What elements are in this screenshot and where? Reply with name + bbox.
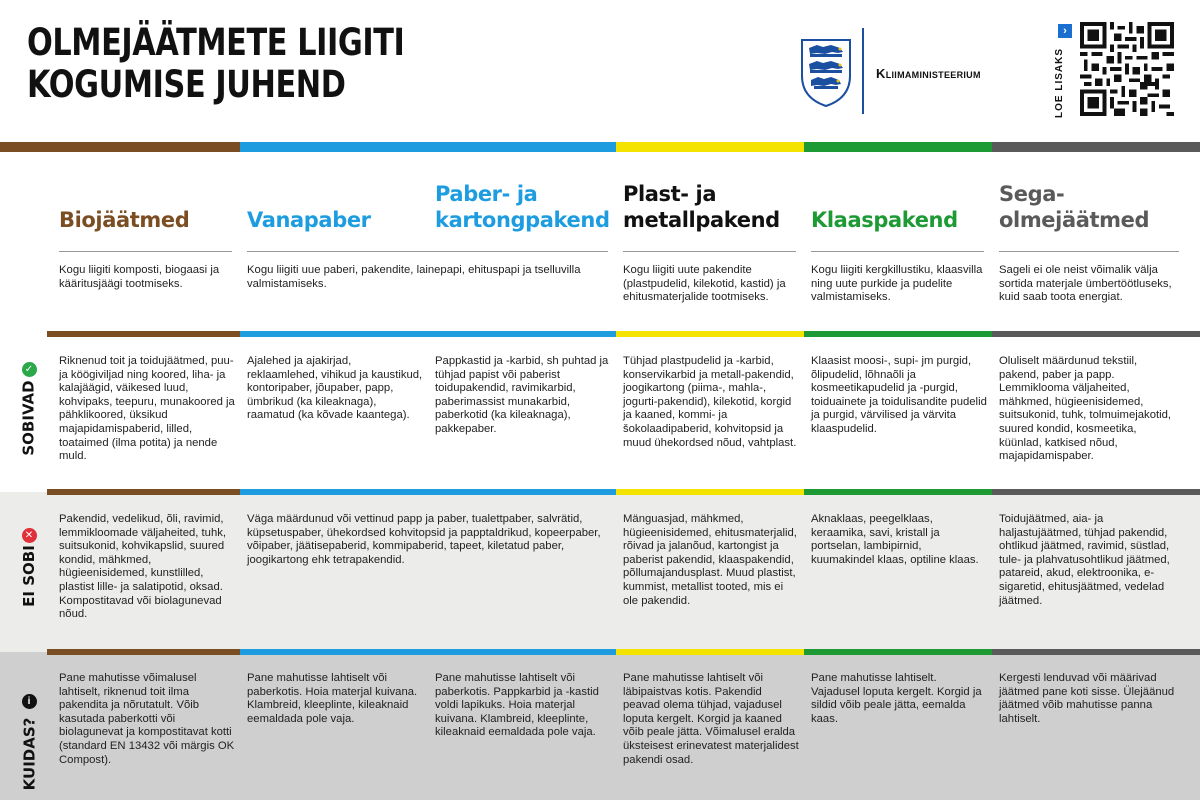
stripe-sobivad-plast xyxy=(616,331,804,337)
coat-of-arms-icon xyxy=(800,38,852,108)
category-title-carton xyxy=(435,181,610,233)
cross-icon: ✕ xyxy=(22,528,37,543)
category-title-mixed-line2: olmejäätmed xyxy=(999,208,1150,232)
top-color-bar-paper xyxy=(240,142,616,152)
title-line-2: KOGUMISE JUHEND xyxy=(27,63,346,106)
stripe-eisobi-mixed xyxy=(992,489,1200,495)
category-title-paper: Vanapaber xyxy=(247,208,371,232)
stripe-eisobi-paper xyxy=(240,489,616,495)
row-label-sobivad xyxy=(9,362,49,462)
stripe-sobivad-glass xyxy=(804,331,992,337)
logo-divider xyxy=(862,28,864,114)
desc-bio: Kogu liigiti komposti, biogaasi ja kääritusjäägi tootmiseks. xyxy=(59,264,220,290)
top-color-bar-bio xyxy=(0,142,240,152)
desc-plast: Kogu liigiti uute pakendite (plastpudelid, kilekotid, kastid) ja ehitusmaterjalide tootmiseks. xyxy=(623,264,786,304)
kuidas-paper: Pane mahutisse lahtiselt või paberkotis. Hoia materjal kuivana. Klambreid, kleeplinte, kileaknaid eemaldada pole vaja. xyxy=(247,672,418,725)
ei-sobi-paper: Väga määrdunud või vettinud papp ja paber, tualettpaber, salvrätid, küpsetuspaber, ühekordsed kohvitopsid ja papptaldrikud, kopeerpaber, võipaber, jäätisepaberid, kommipaberid, tapeet, kiletatud paber, joogikartong ehk tetrapakendid. xyxy=(247,513,601,566)
row-label-sobivad-text: SOBIVAD xyxy=(20,380,39,456)
kuidas-bio: Pane mahutisse võimalusel lahtiselt, riknenud toit ilma pakendita ja nõrutatult. Võib kasutada paberkotti või biolagunevat ja kompostitavat kotti (standard EN 13432 või märgis OK Compost). xyxy=(59,672,235,766)
category-title-plast-line2: metallpakend xyxy=(623,208,780,232)
page-title xyxy=(27,22,404,106)
category-title-mixed-line1: Sega- xyxy=(999,182,1065,206)
stripe-kuidas-glass xyxy=(804,649,992,655)
kuidas-mixed: Kergesti lenduvad või määrivad jäätmed pane koti sisse. Ülejäänud jäätmed võib mahutisse panna lahtiselt. xyxy=(999,672,1175,725)
title-rule-paper xyxy=(247,251,608,252)
sobivad-carton: Pappkastid ja -karbid, sh puhtad ja tühjad papist või paberist toidupakendid, ravimikarbid, paberimassist munakarbid, paberkotid (ka kileaknaga), pakkepaber. xyxy=(435,355,609,435)
stripe-sobivad-bio xyxy=(47,331,240,337)
row-label-ei-sobi xyxy=(9,528,49,628)
desc-mixed: Sageli ei ole neist võimalik välja sortida materjale ümbertöötluseks, kuid saab toota energiat. xyxy=(999,264,1172,304)
stripe-eisobi-bio xyxy=(47,489,240,495)
check-icon: ✓ xyxy=(22,362,37,377)
kuidas-carton: Pane mahutisse lahtiselt või paberkotis. Pappkarbid ja -kastid voldi lapikuks. Hoia materjal kuivana. Klambreid, kleeplinte, kileaknaid eemaldada pole vaja. xyxy=(435,672,599,739)
top-color-bar-plast xyxy=(616,142,804,152)
stripe-kuidas-mixed xyxy=(992,649,1200,655)
stripe-kuidas-paper xyxy=(240,649,616,655)
sobivad-plast: Tühjad plastpudelid ja -karbid, konservikarbid ja metall-pakendid, joogikartong (piima-, mahla-, jogurti-pakendid), kilekotid, korgid ja kaaned, kommi- ja šokolaadipaberid, kohvitopsid ja muud ühekordsed nõud, vahtplast. xyxy=(623,355,797,449)
title-line-1: OLMEJÄÄTMETE LIIGITI xyxy=(27,21,405,64)
ei-sobi-plast: Mänguasjad, mähkmed, hügieenisidemed, ehitusmaterjalid, rõivad ja jalanõud, kartongist ja paberist pakendid, klaaspakendid, põllumajandusplast. Muud plastist, kummist, metallist tooted, mis ei ole pakendid. xyxy=(623,513,797,607)
desc-paper: Kogu liigiti uue paberi, pakendite, lainepapi, ehituspapi ja tselluvilla valmistamiseks. xyxy=(247,264,581,290)
stripe-sobivad-mixed xyxy=(992,331,1200,337)
stripe-kuidas-bio xyxy=(47,649,240,655)
stripe-kuidas-plast xyxy=(616,649,804,655)
sobivad-paper: Ajalehed ja ajakirjad, reklaamlehed, vihikud ja kaustikud, kontoripaber, jõupaber, papp, ümbrikud (ka kileaknaga), raamatud (ka kõvade kaantega). xyxy=(247,355,423,422)
info-icon: i xyxy=(22,694,37,709)
row-label-kuidas xyxy=(9,694,49,794)
qr-code-icon[interactable] xyxy=(1080,22,1174,116)
sobivad-bio: Riknenud toit ja toidujäätmed, puu- ja köögiviljad ning koored, liha- ja kalajäägid, väikesed luud, kohvipaks, teepuru, munakoored ja pähklikoored, üksikud majapidamispaberid, lilled, toataimed (ilma potita) ja nende muld. xyxy=(59,355,235,463)
ei-sobi-mixed: Toidujäätmed, aia- ja haljastujäätmed, tühjad pakendid, ohtlikud jäätmed, ravimid, süstlad, tule- ja plahvatusohtlikud jäätmed, patareid, akud, elektroonika, e-sigaretid, ehitusjäätmed, vedelad jäätmed. xyxy=(999,513,1170,607)
chevron-right-icon[interactable]: › xyxy=(1058,24,1072,38)
category-title-plast-line1: Plast- ja xyxy=(623,182,717,206)
stripe-eisobi-glass xyxy=(804,489,992,495)
ministry-name: Kliimaministeerium xyxy=(876,66,981,81)
stripe-eisobi-plast xyxy=(616,489,804,495)
category-title-mixed xyxy=(999,181,1149,233)
category-title-glass: Klaaspakend xyxy=(811,208,958,232)
sobivad-glass: Klaasist moosi-, supi- jm purgid, õlipudelid, lõhnaõli ja kosmeetikapudelid ja -purgid, toiduainete ja toidulisandite pudelid ja purgid, värvilised ja värvita klaaspudelid. xyxy=(811,355,987,435)
title-rule-mixed xyxy=(999,251,1179,252)
title-rule-plast xyxy=(623,251,796,252)
category-title-bio: Biojäätmed xyxy=(59,208,190,232)
stripe-sobivad-paper xyxy=(240,331,616,337)
ei-sobi-glass: Aknaklaas, peegelklaas, keraamika, savi, kristall ja portselan, lambipirnid, kuumakindel klaas, optiline klaas. xyxy=(811,513,979,566)
row-label-ei-sobi-text: EI SOBI xyxy=(20,545,38,607)
kuidas-plast: Pane mahutisse lahtiselt või läbipaistvas kotis. Pakendid peavad olema tühjad, vajadusel loputa kergelt. Korgid ja kaaned võib peale jätta. Võimalusel eralda üksteisest erinevatest materjalidest pakendi osad. xyxy=(623,672,799,766)
row-label-kuidas-text: KUIDAS? xyxy=(20,717,38,791)
sobivad-mixed: Oluliselt määrdunud tekstiil, pakend, paber ja papp. Lemmiklooma väljaheited, mähkmed, hügieenisidemed, suitsukonid, tuhk, tolmuimejakotid, suured kondid, kosmeetika, küünlad, katkised nõud, majapidamispaber. xyxy=(999,355,1172,463)
kuidas-glass: Pane mahutisse lahtiselt. Vajadusel loputa kergelt. Korgid ja sildid võib peale jätta, eemalda kaas. xyxy=(811,672,982,725)
category-title-plast xyxy=(623,181,780,233)
category-title-carton-line1: Paber- ja xyxy=(435,182,538,206)
top-color-bar-glass xyxy=(804,142,992,152)
ei-sobi-bio: Pakendid, vedelikud, õli, ravimid, lemmikloomade väljaheited, tuhk, suitsukonid, kohvikapslid, suured kondid, mähkmed, hügieenisidemed, kunstlilled, plastist lille- ja salatipotid, oksad. Kompostitavad või biolagunevad nõud. xyxy=(59,513,227,621)
top-color-bar-mixed xyxy=(992,142,1200,152)
category-title-carton-line2: kartongpakend xyxy=(435,208,610,232)
title-rule-bio xyxy=(59,251,232,252)
title-rule-glass xyxy=(811,251,984,252)
read-more-label: LOE LISAKS xyxy=(1054,47,1065,118)
desc-glass: Kogu liigiti kergkillustiku, klaasvilla ning uute purkide ja pudelite valmistamiseks. xyxy=(811,264,983,304)
